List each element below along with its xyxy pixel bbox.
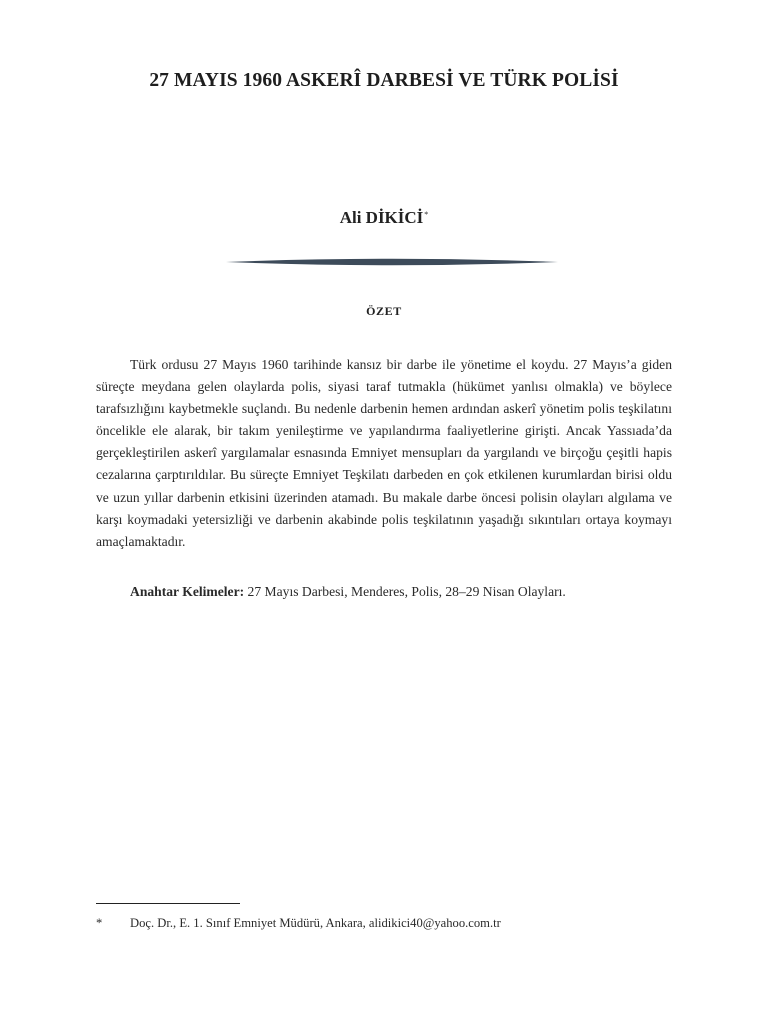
divider-shape [226,259,558,266]
keywords-text: 27 Mayıs Darbesi, Menderes, Polis, 28–29 Nisan Olayları. [247,584,566,599]
footnote-separator [96,903,240,904]
keywords-label: Anahtar Kelimeler: [130,584,245,599]
author-name-text: Ali DİKİCİ [339,208,424,227]
decorative-divider [226,257,558,267]
footnote [96,914,672,932]
author-name [0,208,768,228]
footnote-marker: * [96,916,103,930]
abstract-text: Türk ordusu 27 Mayıs 1960 tarihinde kansız bir darbe ile yönetime el koydu. 27 Mayıs’a giden süreçte meydana gelen olaylarda polis, siyasi taraf tutmakla (hükümet yanlısı olmakla) ve böylece tarafsızlığını kaybetmekle suçlandı. Bu nedenle darbenin hemen ardından askerî yönetim polis teşkilatını öncelikle ele alarak, bir takım yenileştirme ve yapılandırma faaliyetlerine girişti. Ancak Yassıada’da gerçekleştirilen askerî yargılamalar esnasında Emniyet mensupları da yargılandı ve birçoğu çeşitli hapis cezalarına çarptırıldılar. Bu süreçte Emniyet Teşkilatı darbeden en çok etkilenen kurumlardan birisi oldu ve uzun yıllar darbenin etkisini üzerinden atamadı. Bu makale darbe öncesi polisin olayları algılama ve karşı koymadaki yetersizliği ve darbenin akabinde polis teşkilatının yaşadığı sıkıntıları ortaya koymayı amaçlamaktadır. [96,357,672,549]
keywords-line [96,582,672,602]
article-title: 27 MAYIS 1960 ASKERÎ DARBESİ VE TÜRK POLİSİ [149,70,619,91]
author-footnote-marker[interactable]: * [424,210,429,219]
abstract-heading: ÖZET [366,304,402,318]
footnote-text: Doç. Dr., E. 1. Sınıf Emniyet Müdürü, Ankara, alidikici40@yahoo.com.tr [130,916,501,930]
